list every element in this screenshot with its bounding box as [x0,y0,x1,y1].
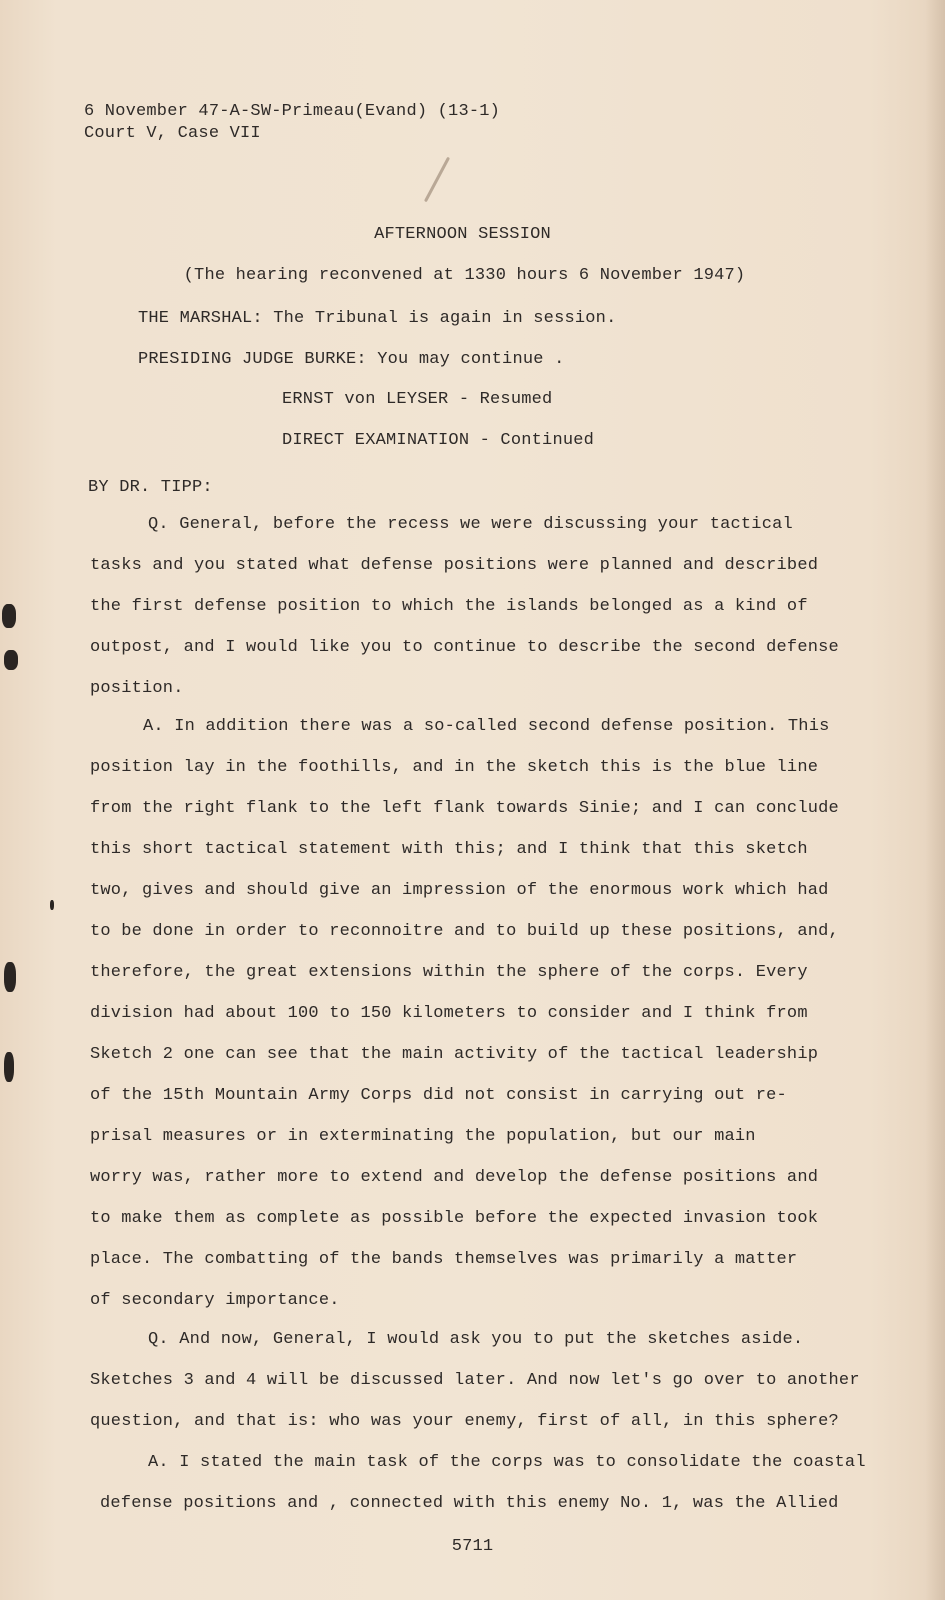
body-line-8: from the right flank to the left flank towards Sinie; and I can conclude [90,799,839,818]
body-line-22: Sketches 3 and 4 will be discussed later. And now let's go over to another [90,1371,860,1390]
body-line-17: worry was, rather more to extend and develop the defense positions and [90,1168,819,1187]
body-line-9: this short tactical statement with this; and I think that this sketch [90,840,808,859]
body-line-18: to make them as complete as possible before the expected invasion took [90,1209,819,1228]
body-line-12: therefore, the great extensions within the sphere of the corps. Every [90,963,808,982]
header-line-2: Court V, Case VII [84,124,261,143]
punch-mark-3 [4,962,16,992]
header-line-1: 6 November 47-A-SW-Primeau(Evand) (13-1) [84,102,501,121]
body-line-16: prisal measures or in exterminating the population, but our main [90,1127,756,1146]
body-line-13: division had about 100 to 150 kilometers to consider and I think from [90,1004,808,1023]
examiner-line: BY DR. TIPP: [88,478,213,497]
punch-mark-2 [4,650,18,670]
body-line-2: tasks and you stated what defense positions were planned and described [90,556,819,575]
punch-mark-1 [2,604,16,628]
body-line-6: A. In addition there was a so-called second defense position. This [143,717,830,736]
body-line-15: of the 15th Mountain Army Corps did not consist in carrying out re- [90,1086,787,1105]
punch-mark-4 [4,1052,14,1082]
body-line-25: defense positions and , connected with this enemy No. 1, was the Allied [100,1494,839,1513]
body-line-5: position. [90,679,184,698]
body-line-19: place. The combatting of the bands themselves was primarily a matter [90,1250,798,1269]
body-line-10: two, gives and should give an impression of the enormous work which had [90,881,829,900]
body-line-24: A. I stated the main task of the corps was to consolidate the coastal [148,1453,866,1472]
body-line-7: position lay in the foothills, and in the sketch this is the blue line [90,758,819,777]
session-title: AFTERNOON SESSION [374,225,551,244]
body-line-23: question, and that is: who was your enemy, first of all, in this sphere? [90,1412,839,1431]
body-line-3: the first defense position to which the islands belonged as a kind of [90,597,808,616]
body-line-4: outpost, and I would like you to continue to describe the second defense [90,638,839,657]
body-line-14: Sketch 2 one can see that the main activity of the tactical leadership [90,1045,819,1064]
body-line-20: of secondary importance. [90,1291,340,1310]
witness-title: ERNST von LEYSER - Resumed [282,390,553,409]
speaker-line-1: THE MARSHAL: The Tribunal is again in session. [138,309,617,328]
speaker-line-2: PRESIDING JUDGE BURKE: You may continue . [138,350,565,369]
body-line-1: Q. General, before the recess we were discussing your tactical [148,515,793,534]
exam-title: DIRECT EXAMINATION - Continued [282,431,595,450]
body-line-11: to be done in order to reconnoitre and to build up these positions, and, [90,922,839,941]
page-number: 5711 [451,1537,494,1556]
body-line-21: Q. And now, General, I would ask you to put the sketches aside. [148,1330,804,1349]
reconvene-note: (The hearing reconvened at 1330 hours 6 November 1947) [183,266,746,285]
ink-tick [50,900,54,910]
